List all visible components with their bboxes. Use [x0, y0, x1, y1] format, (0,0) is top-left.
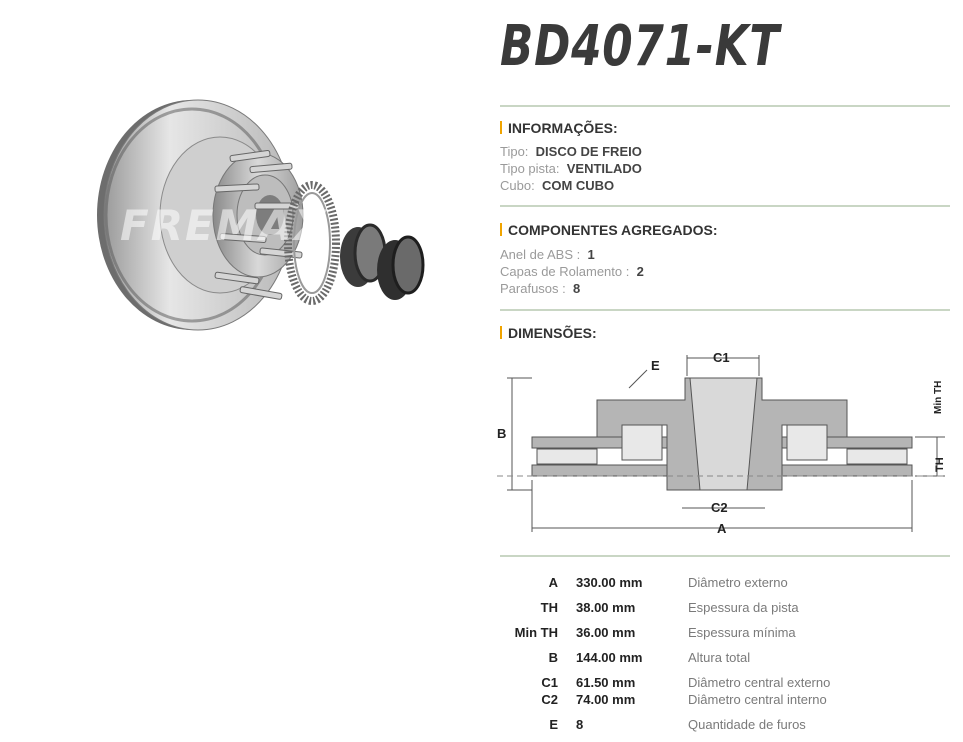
- dimension-description: Diâmetro central interno: [688, 692, 827, 707]
- drawing-label-th: TH: [934, 457, 946, 472]
- divider: [500, 105, 950, 107]
- info-heading-label: INFORMAÇÕES:: [508, 120, 618, 136]
- dimension-row: [500, 600, 950, 618]
- drawing-label-a: A: [717, 521, 727, 536]
- info-row: [500, 178, 614, 193]
- divider: [500, 205, 950, 207]
- drawing-label-b: B: [497, 426, 507, 441]
- info-value: COM CUBO: [541, 178, 615, 193]
- dimension-description: Espessura da pista: [688, 600, 799, 615]
- info-row: [500, 144, 642, 159]
- component-row: [500, 281, 580, 296]
- dimension-description: Diâmetro central externo: [688, 675, 831, 690]
- info-value: VENTILADO: [566, 161, 642, 176]
- bearing-cup-2: [377, 237, 423, 300]
- divider: [500, 309, 950, 311]
- dimension-value: 144.00 mm: [576, 650, 643, 665]
- dimension-description: Espessura mínima: [688, 625, 796, 640]
- info-value: DISCO DE FREIO: [535, 144, 642, 159]
- drawing-label-min-th: Min TH: [933, 380, 944, 414]
- component-key: Capas de Rolamento :: [500, 264, 630, 279]
- component-row: [500, 247, 595, 262]
- product-code-title: BD4071-KT: [500, 14, 780, 79]
- dimension-drawing: [497, 350, 947, 545]
- dimensions-heading: [500, 325, 597, 341]
- dimension-description: Quantidade de furos: [688, 717, 806, 732]
- brake-disc-illustration: [80, 85, 440, 355]
- dimension-value: 38.00 mm: [576, 600, 636, 615]
- dimension-description: Diâmetro externo: [688, 575, 788, 590]
- info-heading: [500, 120, 618, 136]
- info-key: Tipo:: [500, 144, 529, 159]
- disc-cross-section: [532, 378, 912, 490]
- component-row: [500, 264, 644, 279]
- dimension-value: 74.00 mm: [576, 692, 636, 707]
- dimension-row: [500, 625, 950, 643]
- accent-bar: [500, 223, 502, 236]
- dimensions-heading-label: DIMENSÕES:: [508, 325, 597, 341]
- info-key: Cubo:: [500, 178, 535, 193]
- accent-bar: [500, 121, 502, 134]
- dimension-row: [500, 717, 950, 735]
- accent-bar: [500, 326, 502, 339]
- dimension-row: [500, 675, 950, 693]
- drawing-label-c2: C2: [711, 500, 728, 515]
- dimension-code: E: [549, 717, 558, 732]
- dimension-code: TH: [540, 600, 558, 615]
- component-key: Anel de ABS :: [500, 247, 581, 262]
- component-value: 2: [636, 264, 644, 279]
- info-key: Tipo pista:: [500, 161, 560, 176]
- fremax-watermark: FREMAX: [120, 201, 329, 250]
- dimension-code: Min TH: [514, 625, 558, 640]
- component-value: 8: [573, 281, 581, 296]
- components-heading: [500, 222, 718, 238]
- dimension-code: C2: [541, 692, 558, 707]
- info-row: [500, 161, 642, 176]
- dimension-code: B: [548, 650, 558, 665]
- drawing-label-c1: C1: [713, 350, 730, 365]
- drawing-label-e: E: [651, 358, 660, 373]
- component-value: 1: [587, 247, 595, 262]
- component-key: Parafusos :: [500, 281, 566, 296]
- dimension-value: 330.00 mm: [576, 575, 643, 590]
- dimension-value: 8: [576, 717, 584, 732]
- dimension-code: A: [548, 575, 558, 590]
- dimension-row: [500, 650, 950, 668]
- dimension-row: [500, 692, 950, 710]
- dimension-value: 36.00 mm: [576, 625, 636, 640]
- dimension-row: [500, 575, 950, 593]
- dimension-description: Altura total: [688, 650, 751, 665]
- dimension-code: C1: [541, 675, 558, 690]
- dimension-value: 61.50 mm: [576, 675, 636, 690]
- components-heading-label: COMPONENTES AGREGADOS:: [508, 222, 718, 238]
- divider: [500, 555, 950, 557]
